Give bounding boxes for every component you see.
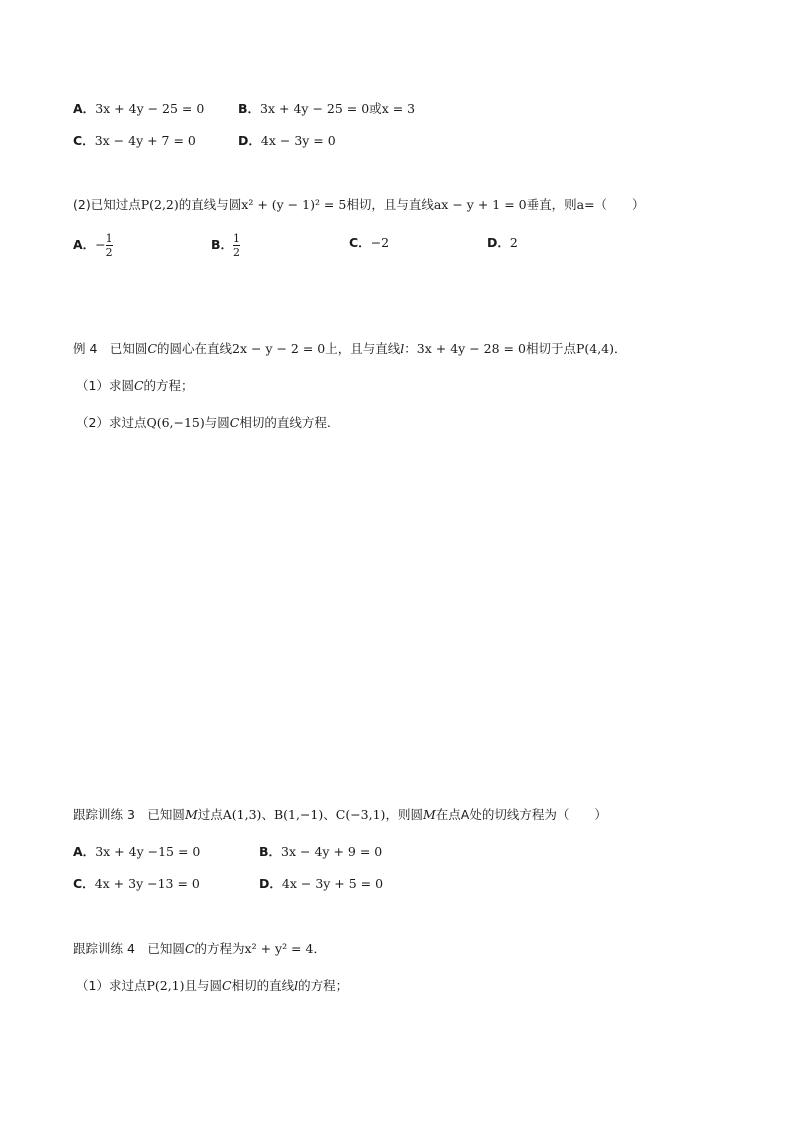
example4-sub1: （1）求圆C的方程； bbox=[76, 378, 194, 393]
train4-stem: 跟踪训练 4 已知圆C的方程为x² + y² = 4． bbox=[73, 941, 326, 956]
train3-option-a: A．3x + 4y −15 = 0 bbox=[73, 844, 201, 859]
q1-option-a: A．3x + 4y − 25 = 0 bbox=[73, 101, 205, 116]
train3-option-b: B．3x − 4y + 9 = 0 bbox=[259, 844, 383, 859]
q2-option-b: B． $\frac{1}{2}$ bbox=[211, 232, 241, 259]
q2-stem: (2)已知过点P(2,2)的直线与圆x² + (y − 1)² = 5相切，且与直线ax − y + 1 = 0垂直，则a=（ ） bbox=[73, 197, 645, 212]
q2-option-c: C．−2 bbox=[349, 235, 390, 250]
q1-option-d: D．4x − 3y = 0 bbox=[238, 133, 336, 148]
train3-option-c: C．4x + 3y −13 = 0 bbox=[73, 876, 200, 891]
fraction: $\frac{1}{2}$ bbox=[105, 232, 113, 259]
fraction: $\frac{1}{2}$ bbox=[233, 232, 241, 259]
train3-stem: 跟踪训练 3 已知圆M过点A(1,3)、B(1,−1)、C(−3,1)，则圆M在点A处的切线方程为（ ） bbox=[73, 807, 607, 822]
example4-sub2: （2）求过点Q(6,−15)与圆C相切的直线方程. bbox=[76, 415, 331, 430]
q2-option-d: D．2 bbox=[487, 235, 518, 250]
q2-option-a: A．− $\frac{1}{2}$ bbox=[73, 232, 113, 259]
train4-sub1: （1）求过点P(2,1)且与圆C相切的直线l的方程； bbox=[76, 978, 349, 993]
q1-option-b: B．3x + 4y − 25 = 0或x = 3 bbox=[238, 101, 416, 116]
train3-option-d: D．4x − 3y + 5 = 0 bbox=[259, 876, 384, 891]
example4-stem: 例 4 已知圆C的圆心在直线2x − y − 2 = 0上，且与直线l：3x + 4y − 28 = 0相切于点P(4,4)． bbox=[73, 341, 627, 356]
q1-option-c: C．3x − 4y + 7 = 0 bbox=[73, 133, 196, 148]
